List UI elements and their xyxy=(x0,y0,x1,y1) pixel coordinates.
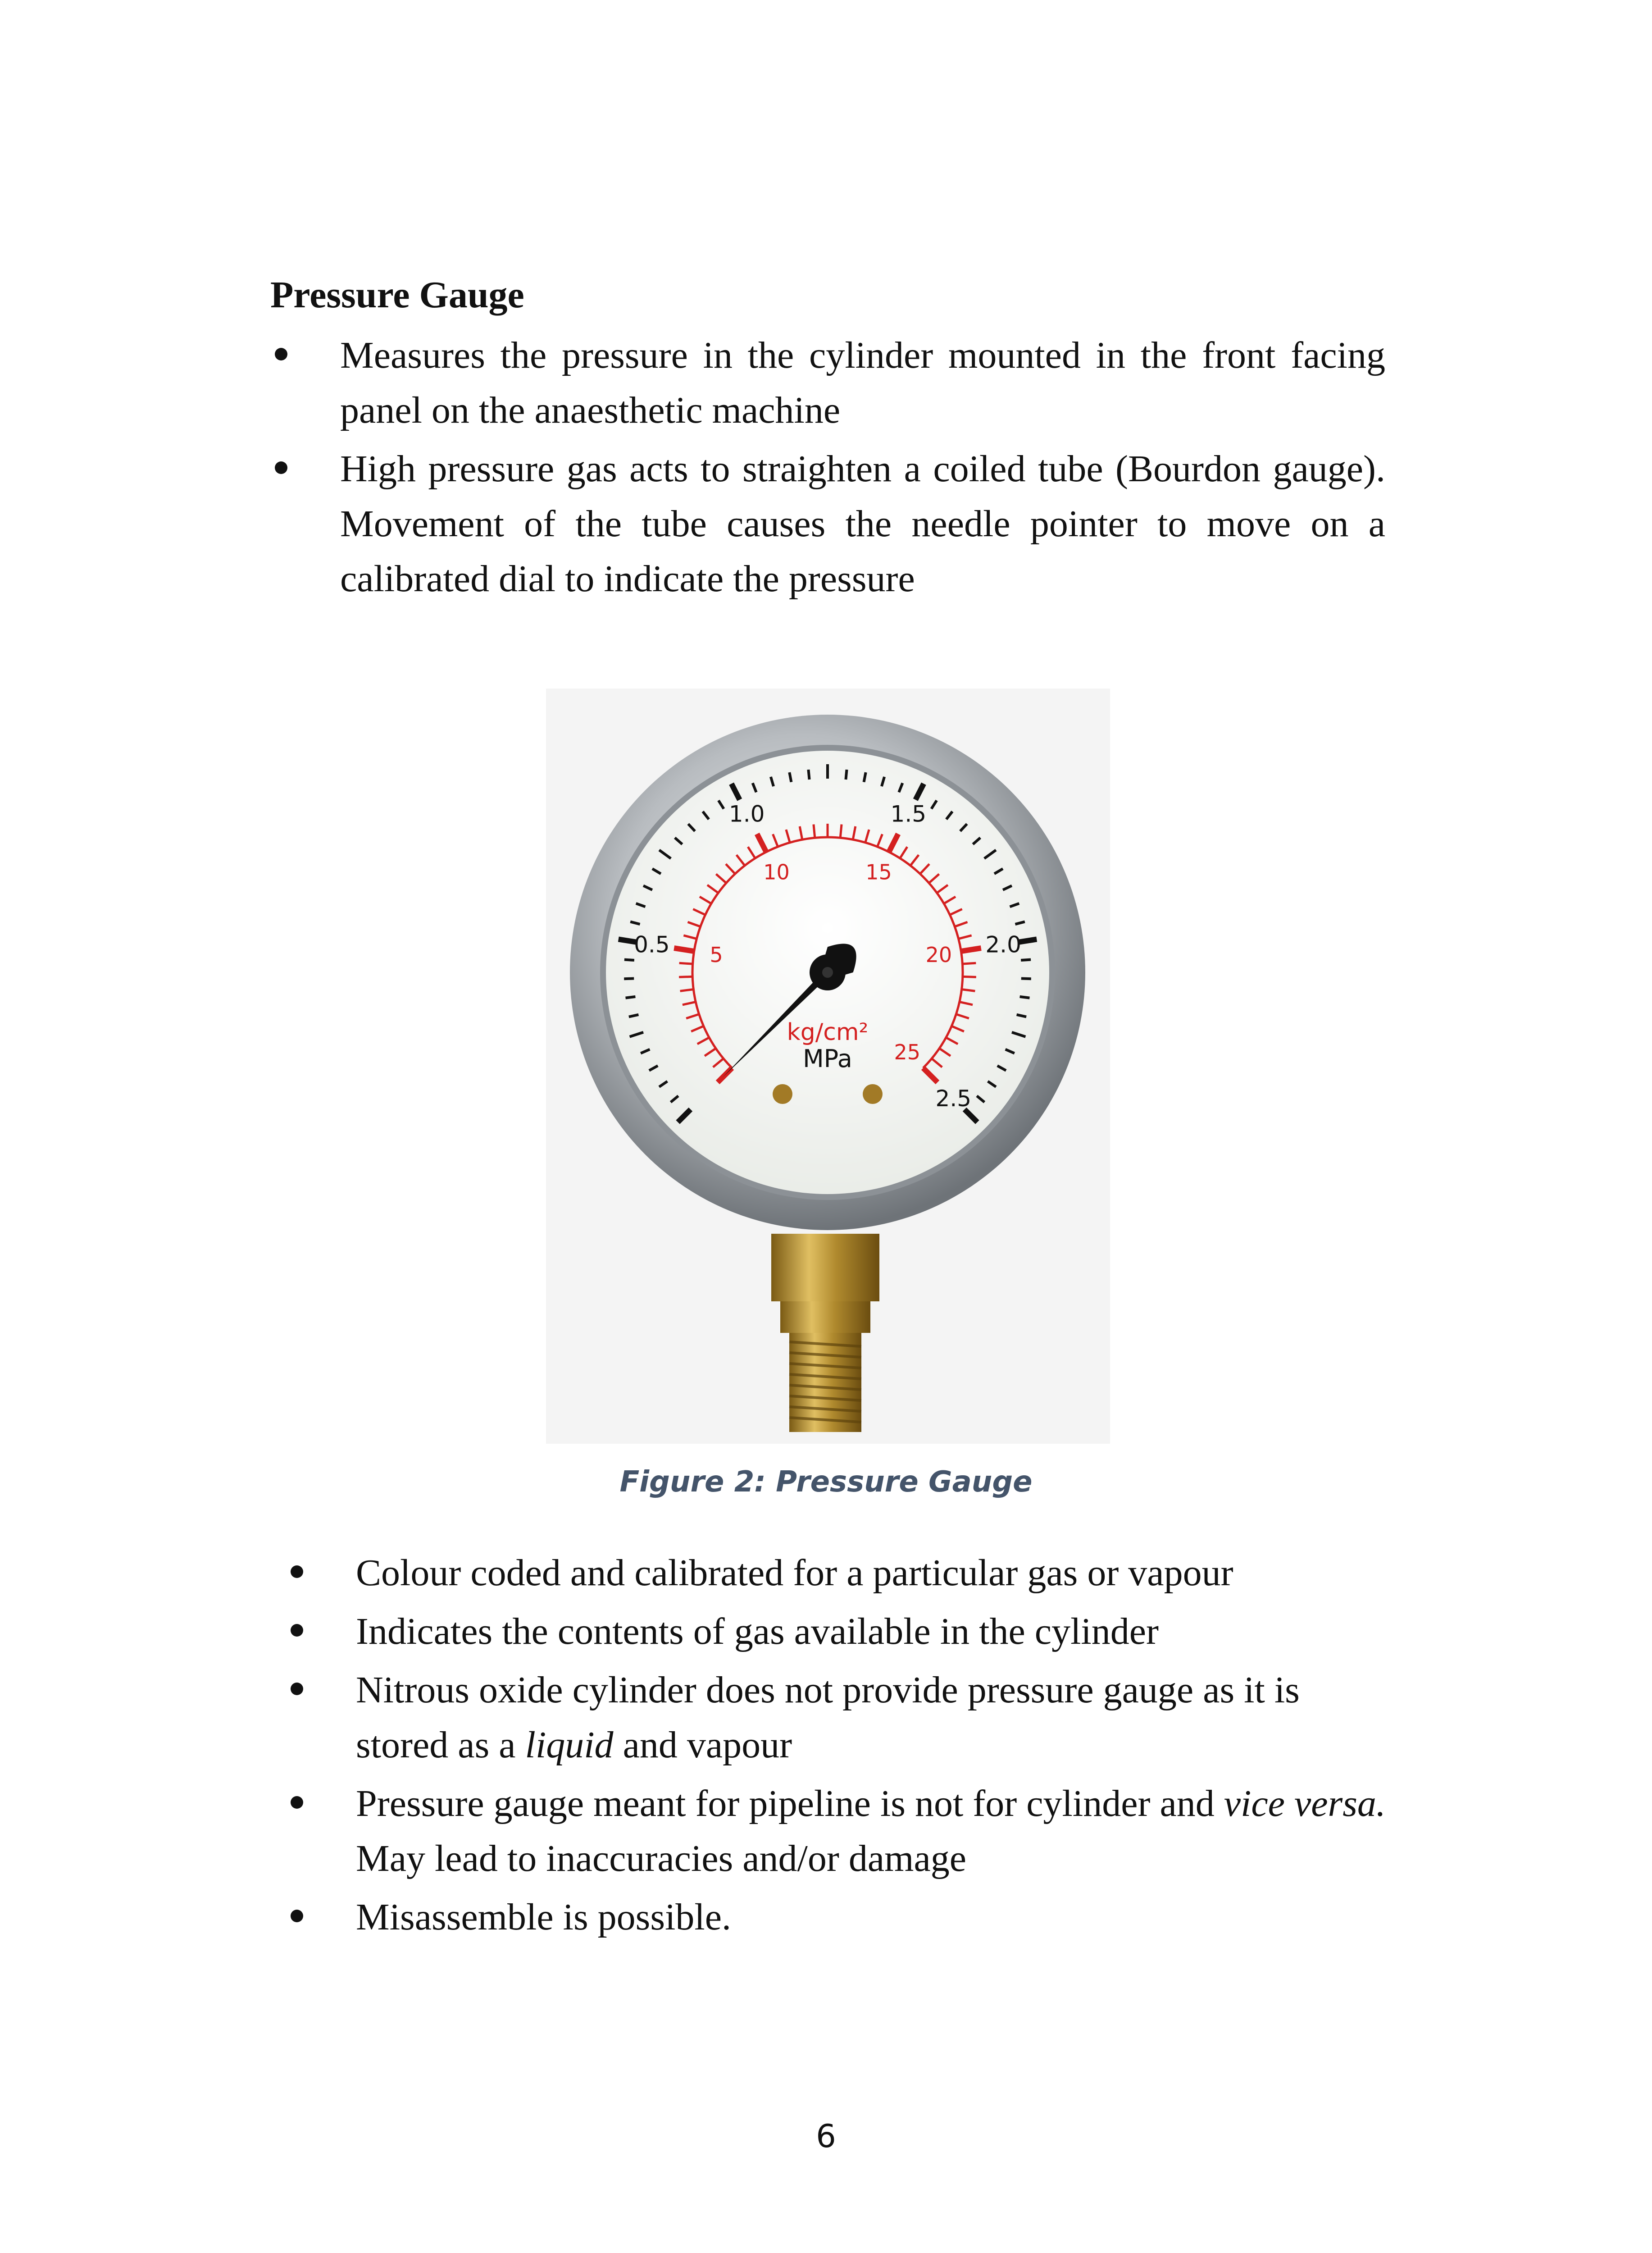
outer-scale-tick xyxy=(864,772,866,782)
bullet-icon xyxy=(291,1624,303,1637)
bullet-icon xyxy=(291,1796,303,1809)
outer-scale-label: 2.0 xyxy=(985,931,1021,958)
list-item xyxy=(356,1890,1388,1945)
inner-scale-label: 20 xyxy=(925,942,952,967)
inner-scale-label: 15 xyxy=(865,860,892,885)
inner-scale-tick xyxy=(963,976,976,977)
figure-caption: Figure 2: Pressure Gauge xyxy=(619,1465,1033,1499)
list-item-text: Colour coded and calibrated for a particular gas or vapour xyxy=(356,1552,1233,1594)
inner-scale-tick xyxy=(814,824,815,838)
brass-fitting xyxy=(771,1234,879,1432)
unit-kgcm2-label: kg/cm² xyxy=(787,1019,869,1046)
inner-scale-tick xyxy=(961,948,981,951)
italic-term: vice versa. xyxy=(1224,1783,1386,1824)
section-heading: Pressure Gauge xyxy=(270,274,524,316)
bullet-icon xyxy=(291,1565,303,1578)
outer-scale-tick xyxy=(808,770,809,780)
outer-scale-tick xyxy=(626,997,636,998)
bullet-icon xyxy=(275,348,287,360)
screw-icon xyxy=(863,1084,883,1104)
list-item-text: Pressure gauge meant for pipeline is not for cylinder and vice versa. May lead to inaccuracies and/or damage xyxy=(356,1783,1386,1879)
screw-icon xyxy=(773,1084,792,1104)
unit-mpa-label: MPa xyxy=(803,1044,852,1073)
inner-scale-label: 5 xyxy=(710,942,723,967)
inner-scale-label: 10 xyxy=(763,860,790,885)
inner-scale-tick xyxy=(679,976,692,977)
inner-scale-tick xyxy=(840,824,842,838)
inner-scale-tick xyxy=(962,963,976,964)
list-item-text: Indicates the contents of gas available in the cylinder xyxy=(356,1610,1159,1652)
outer-scale-label: 2.5 xyxy=(935,1085,972,1112)
list-item-text: Nitrous oxide cylinder does not provide pressure gauge as it is stored as a liquid and vapour xyxy=(356,1669,1300,1766)
list-item xyxy=(356,1546,1388,1601)
inner-scale-tick xyxy=(679,963,693,964)
outer-scale-label: 1.5 xyxy=(890,801,927,827)
bullet-icon xyxy=(275,461,287,474)
list-item xyxy=(340,442,1385,607)
list-item xyxy=(356,1776,1388,1886)
bullet-icon xyxy=(291,1683,303,1695)
list-item xyxy=(356,1604,1388,1659)
outer-scale-label: 0.5 xyxy=(634,931,670,958)
details-bullet-list xyxy=(356,1546,1388,1948)
list-item-text: Measures the pressure in the cylinder mounted in the front facing panel on the anaesthetic machine xyxy=(340,334,1385,431)
intro-bullet-list xyxy=(340,328,1385,610)
italic-term: liquid xyxy=(525,1724,614,1766)
outer-scale-tick xyxy=(1020,997,1030,998)
outer-scale-tick xyxy=(789,772,791,782)
inner-scale-tick xyxy=(674,948,694,951)
bullet-icon xyxy=(291,1910,303,1922)
outer-scale-tick xyxy=(1019,939,1037,942)
outer-scale-label: 1.0 xyxy=(728,801,765,827)
pressure-gauge-figure xyxy=(546,689,1110,1444)
inner-scale-label: 25 xyxy=(894,1040,921,1064)
list-item xyxy=(340,328,1385,438)
list-item-text: Misassemble is possible. xyxy=(356,1896,731,1938)
list-item-text: High pressure gas acts to straighten a coiled tube (Bourdon gauge). Movement of the tube causes the needle pointer to move on a calibrated dial to indicate the pressure xyxy=(340,448,1385,600)
list-item xyxy=(356,1663,1388,1773)
pressure-gauge-illustration xyxy=(546,689,1110,1444)
page-number: 6 xyxy=(816,2118,836,2155)
